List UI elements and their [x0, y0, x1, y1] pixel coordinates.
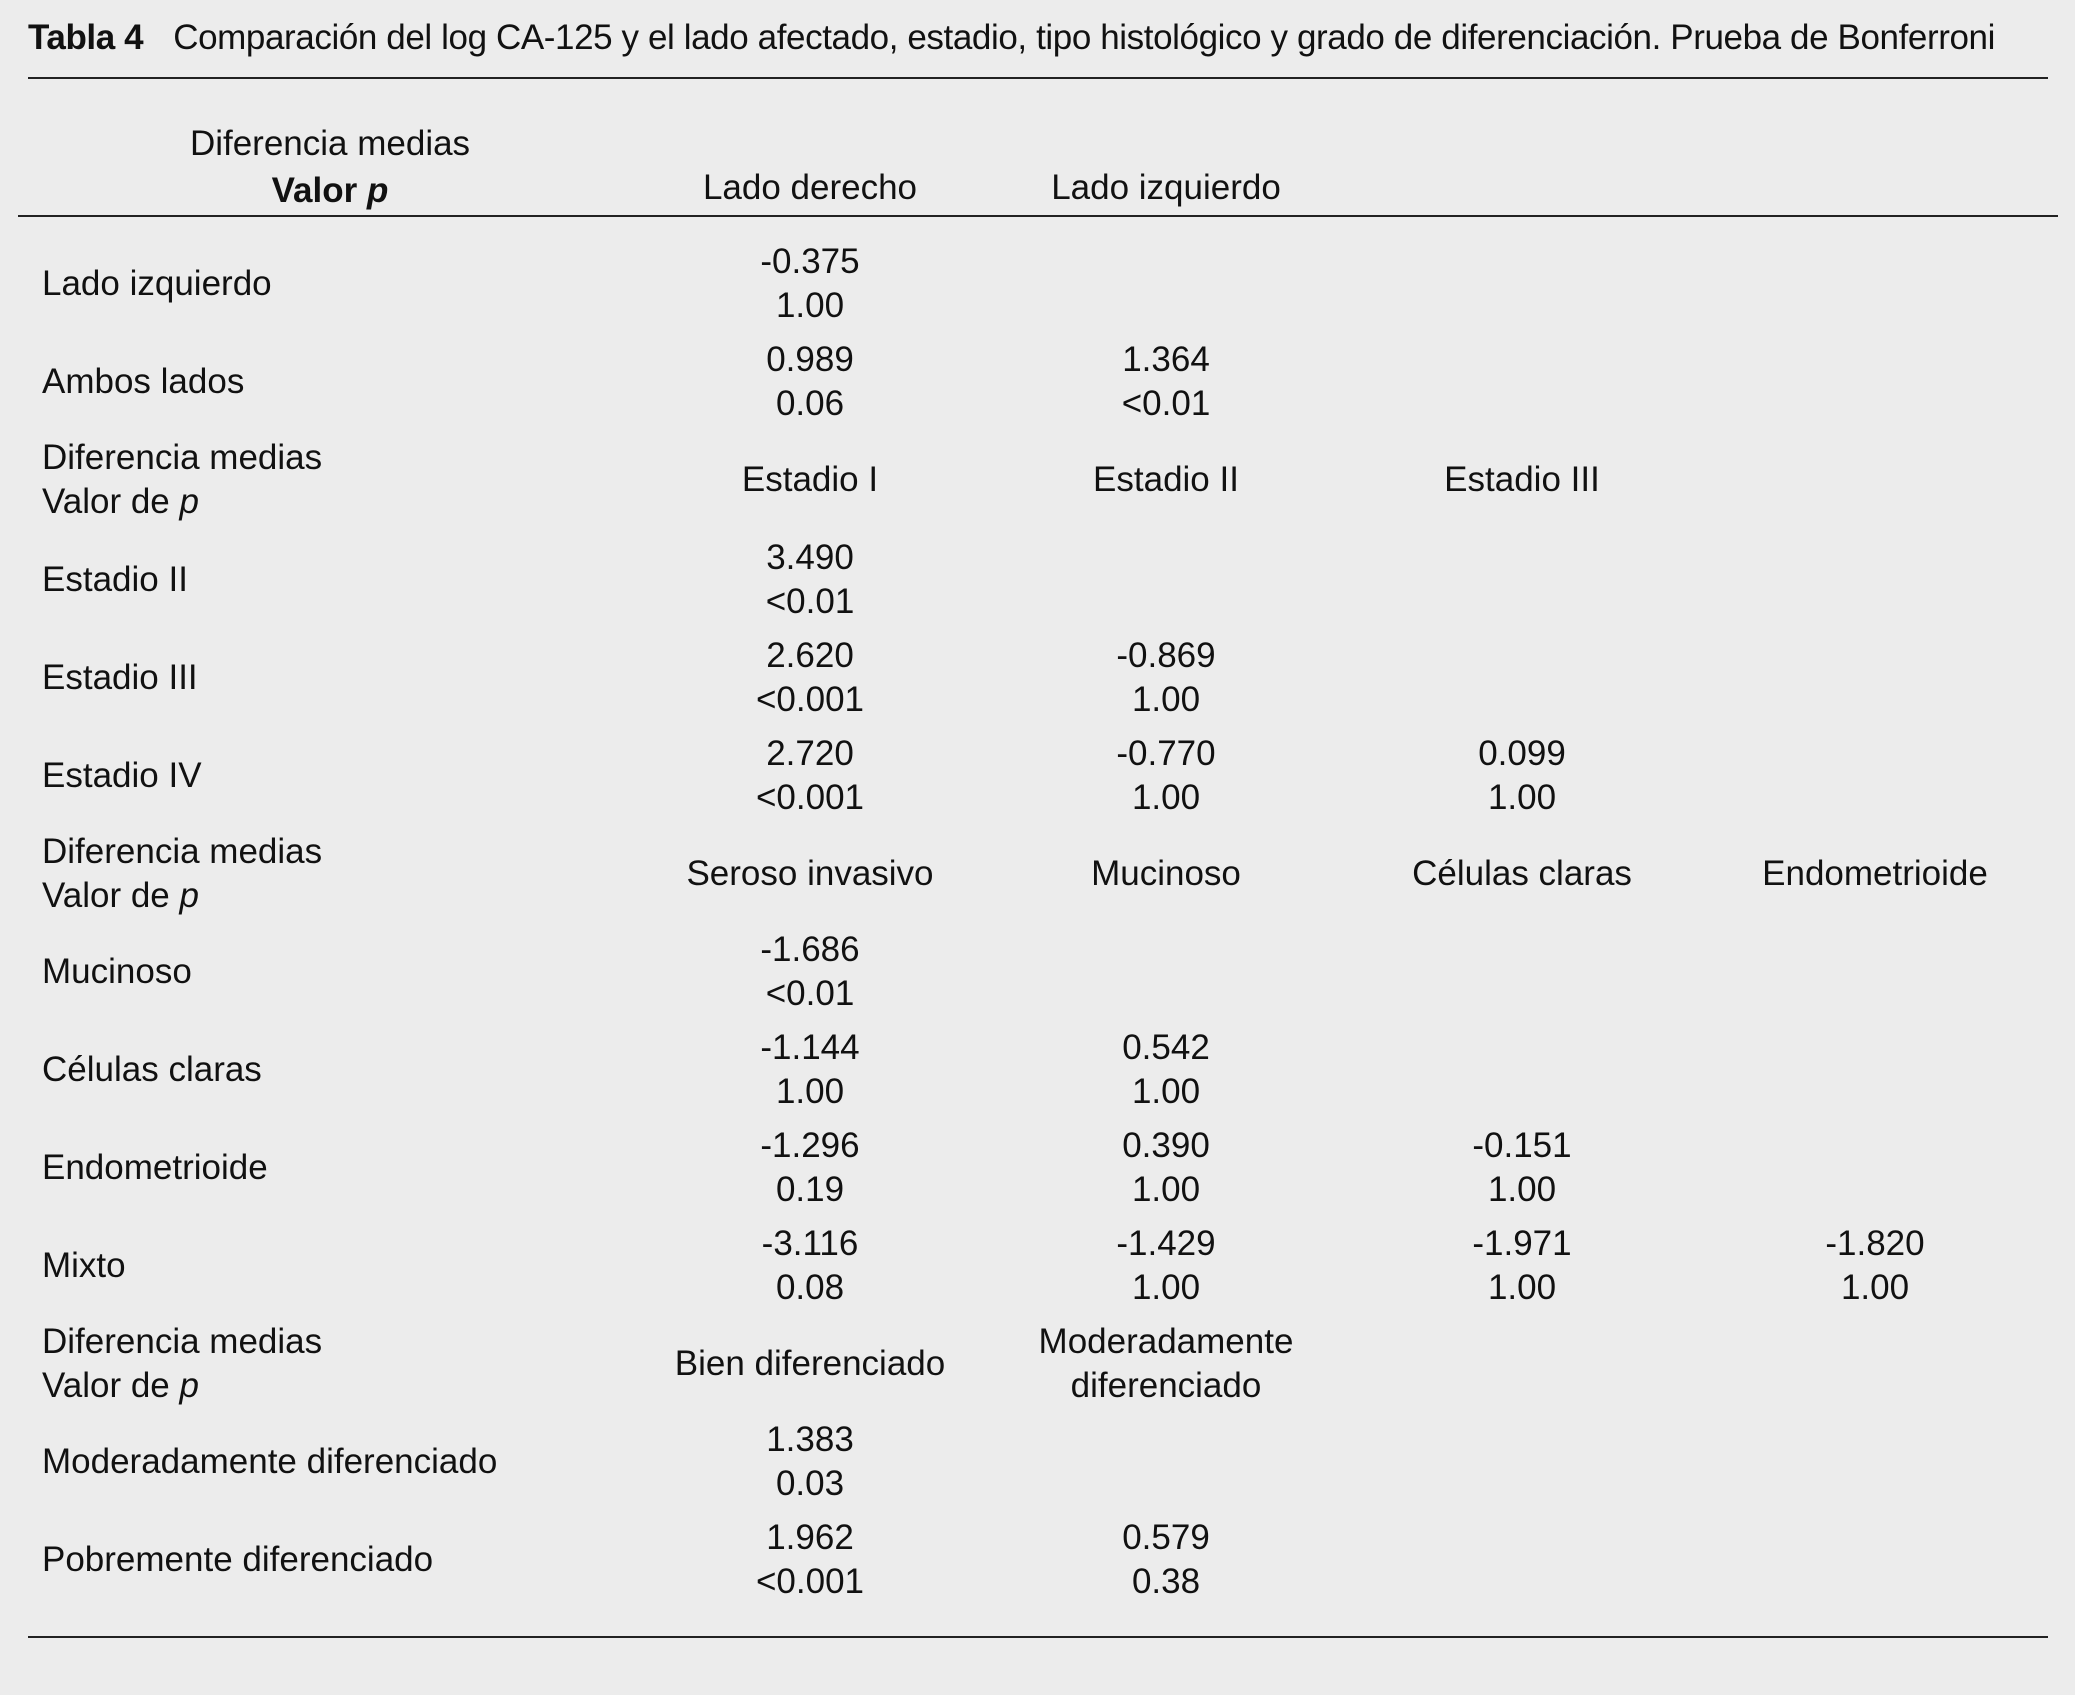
table-cell: -0.869 1.00	[1116, 636, 1216, 719]
table-cell: -0.375 1.00	[760, 242, 860, 325]
table-cell: -1.144 1.00	[760, 1028, 860, 1111]
table-cell: -0.151 1.00	[1472, 1126, 1572, 1209]
section-header-estadio: Diferencia medias Valor de p	[42, 438, 323, 521]
header-line-1: Diferencia medias	[189, 124, 471, 163]
row-label: Lado izquierdo	[42, 264, 272, 303]
header-col-lado-izquierdo: Lado izquierdo	[1051, 168, 1281, 207]
table-cell: -1.429 1.00	[1116, 1224, 1216, 1307]
table-cell: -1.971 1.00	[1472, 1224, 1572, 1307]
header-line-2: Valor p	[271, 171, 389, 210]
table-cell: -3.116 0.08	[761, 1224, 859, 1307]
row-label: Endometrioide	[42, 1148, 268, 1187]
header-rule	[18, 215, 2058, 217]
row-label: Moderadamente diferenciado	[42, 1442, 498, 1481]
section-header-histologico: Diferencia medias Valor de p	[42, 832, 323, 915]
table-cell: 2.620 <0.001	[755, 636, 865, 719]
col-header: Estadio III	[1444, 460, 1600, 499]
col-header: Estadio II	[1093, 460, 1239, 499]
table-caption	[28, 18, 1995, 58]
col-header: Mucinoso	[1091, 854, 1241, 893]
row-label: Estadio III	[42, 658, 198, 697]
top-rule	[28, 77, 2048, 79]
table-cell: 1.364 <0.01	[1121, 340, 1211, 423]
row-label: Estadio II	[42, 560, 188, 599]
table-cell: 0.099 1.00	[1478, 734, 1566, 817]
table-cell: 1.383 0.03	[766, 1420, 854, 1503]
table-cell: -1.296 0.19	[760, 1126, 860, 1209]
row-label: Mixto	[42, 1246, 126, 1285]
table-cell: -1.686 <0.01	[760, 930, 860, 1013]
section-header-grado: Diferencia medias Valor de p	[42, 1322, 323, 1405]
col-header: Endometrioide	[1762, 854, 1988, 893]
table-cell: 3.490 <0.01	[765, 538, 855, 621]
col-header: Moderadamente diferenciado	[1038, 1322, 1294, 1405]
table-cell: 2.720 <0.001	[755, 734, 865, 817]
col-header: Estadio I	[741, 460, 879, 499]
row-label: Ambos lados	[42, 362, 245, 401]
col-header: Células claras	[1412, 854, 1632, 893]
table-title: Comparación del log CA-125 y el lado afectado, estadio, tipo histológico y grado de diferenciación. Prueba de Bonferroni	[173, 18, 1995, 57]
header-stub	[150, 120, 510, 214]
table-cell: 0.989 0.06	[766, 340, 854, 423]
row-label: Células claras	[42, 1050, 262, 1089]
table-cell: -0.770 1.00	[1116, 734, 1216, 817]
col-header: Seroso invasivo	[686, 854, 934, 893]
table-cell: 0.542 1.00	[1122, 1028, 1210, 1111]
header-col-lado-derecho: Lado derecho	[702, 168, 918, 207]
col-header: Bien diferenciado	[674, 1344, 946, 1383]
table-number: Tabla 4	[28, 18, 144, 57]
table-cell: 0.390 1.00	[1122, 1126, 1210, 1209]
row-label: Pobremente diferenciado	[42, 1540, 434, 1579]
bottom-rule	[28, 1636, 2048, 1638]
table-cell: 0.579 0.38	[1122, 1518, 1210, 1601]
table-cell: 1.962 <0.001	[755, 1518, 865, 1601]
table-cell: -1.820 1.00	[1825, 1224, 1925, 1307]
row-label: Mucinoso	[42, 952, 192, 991]
row-label: Estadio IV	[42, 756, 202, 795]
